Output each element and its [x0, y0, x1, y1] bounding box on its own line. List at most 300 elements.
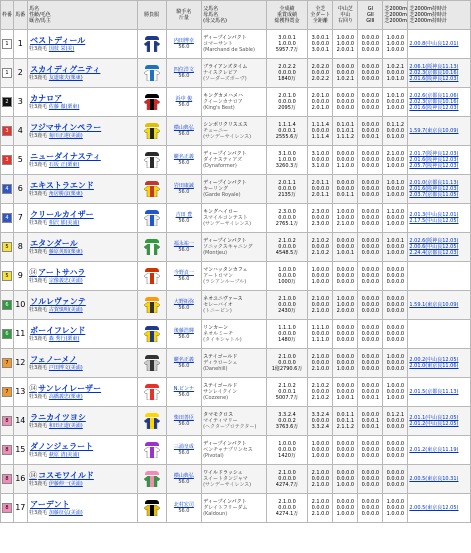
jockey-link[interactable]: 大野拓弥: [173, 299, 194, 305]
horse-sex-color: 牡3鹿毛: [29, 393, 48, 400]
graded-record: 0.0.0.0: [278, 476, 296, 482]
dist-record-1: 1.0.2.1: [386, 64, 405, 70]
g3-record: 0.0.0.0: [361, 76, 380, 82]
course-cell: [308, 465, 333, 494]
horse-sex-color: 牡3鹿毛: [29, 190, 48, 197]
g2-record: 0.0.0.0: [361, 447, 380, 453]
horse-name-link[interactable]: [29, 152, 135, 162]
graded-record: 0.0.0.0: [278, 505, 296, 511]
g1-record: 0.0.0.0: [361, 35, 380, 41]
broodmare-sire: (サンデーサイレンス): [203, 482, 252, 488]
record-cell: [266, 117, 308, 146]
horse-name-link[interactable]: [29, 471, 135, 481]
silk-shirt-icon: [143, 186, 161, 197]
waku-badge: 3: [2, 126, 12, 136]
graded-record: 1.0.0.0: [278, 157, 296, 163]
dist-record-2: 0.0.0.0: [386, 418, 405, 424]
best-time-link-3[interactable]: 2.03.7(京都良11.05): [409, 192, 459, 198]
trainer-link[interactable]: 国枝 栄(美): [48, 45, 75, 52]
silk-cell: [137, 378, 166, 407]
course-cell: [308, 291, 333, 320]
distance-cell: [383, 204, 408, 233]
jockey-weight: 56.0: [178, 392, 190, 398]
waku-badge: 5: [2, 271, 12, 281]
g3-record: 0.0.0.0: [361, 366, 380, 372]
jockey-weight: 56.0: [178, 131, 190, 137]
best-time-link[interactable]: 2.02.6(阪神良12.03): [409, 238, 459, 244]
silk-shirt-icon: [143, 302, 161, 313]
table-row: [1, 378, 471, 407]
jockey-link[interactable]: 内田博幸: [173, 38, 194, 44]
turf-record: 2.1.0.0: [311, 470, 330, 476]
best-time-link[interactable]: 2.02.6(京都良11.06): [409, 93, 459, 99]
trainer-link[interactable]: 高橋義忠(栗東): [48, 393, 83, 400]
all-distance-record: 3.0.0.1: [311, 47, 330, 53]
g2-record: 0.0.0.0: [361, 302, 380, 308]
silk-cell: [137, 291, 166, 320]
g1-record: 0.0.0.0: [361, 209, 380, 215]
best-time-link[interactable]: 1.59.7(東京良10.09): [409, 128, 459, 134]
best-time-link-3[interactable]: 2.01.6(阪神良12.03): [409, 105, 459, 111]
best-time-link-2[interactable]: 2.00.6(中山良12.05): [409, 244, 459, 250]
trainer-link[interactable]: 角居勝彦(栗東): [48, 190, 83, 197]
horse-name-link[interactable]: [29, 36, 135, 46]
table-row: [1, 320, 471, 349]
grade-cell: [358, 88, 383, 117]
venue-cell: [333, 262, 358, 291]
turf-record: 2.0.1.0: [311, 93, 330, 99]
waku-cell: [1, 88, 14, 117]
jockey-link[interactable]: N.ピンナ: [173, 386, 195, 392]
graded-record: 0.0.0.0: [278, 273, 296, 279]
trainer-link[interactable]: 森 秀行(栗東): [48, 335, 80, 342]
pedigree-cell: [202, 233, 267, 262]
best-time-link-3[interactable]: 2.24.4(京都良12.03): [409, 250, 459, 256]
horse-mark: ⑭: [29, 471, 38, 481]
silk-cell: [137, 436, 166, 465]
dist-record-2: 0.0.0.0: [386, 99, 405, 105]
horse-name: スカイディグニティ: [30, 65, 101, 75]
best-time-link[interactable]: 2.00.8(中山良12.01): [409, 41, 459, 47]
grade-cell: [358, 291, 383, 320]
horse-name: エタンダール: [30, 239, 78, 249]
total-record: 3.0.0.1: [278, 35, 296, 41]
table-row: [1, 175, 471, 204]
trainer-link[interactable]: 藤原英昭(栗東): [48, 248, 83, 255]
total-prize: 2095万: [278, 105, 296, 111]
record-cell: [266, 349, 308, 378]
waku-cell: [1, 494, 14, 523]
dist-record-3: 1.0.0.0: [386, 250, 405, 256]
dirt-record: 0.0.0.0: [311, 99, 330, 105]
horse-cell: [28, 30, 137, 59]
all-distance-record: 2.0.1.0: [311, 105, 330, 111]
horse-name-link[interactable]: [29, 355, 135, 365]
dist-record-2: 0.0.0.0: [386, 186, 405, 192]
horse-name-link[interactable]: [29, 500, 135, 510]
horse-name-link[interactable]: [29, 65, 135, 75]
dist-record-2: 0.0.0.0: [386, 244, 405, 250]
best-time-link[interactable]: 2.00.5(東京良10.31): [409, 476, 459, 482]
horse-sex-color: 牡3鹿毛: [29, 451, 48, 458]
jockey-weight: 56.0: [178, 334, 190, 340]
trainer-link[interactable]: 相沢 郁(美浦): [48, 219, 80, 226]
horse-name-link[interactable]: [29, 268, 135, 278]
trainer-link[interactable]: 菊川正達(美浦): [48, 132, 83, 139]
grade-cell: [358, 349, 383, 378]
waku-cell: [1, 30, 14, 59]
broodmare-sire: (King's Best): [203, 105, 235, 111]
g1-record: 0.0.0.0: [361, 441, 380, 447]
best-time-link-2[interactable]: 2.01.6(阪神良12.03): [409, 157, 459, 163]
jockey-link[interactable]: 蛯名正義: [173, 154, 194, 160]
waku-cell: [1, 59, 14, 88]
horse-name-link[interactable]: [29, 123, 135, 133]
all-distance-record: 2.3.0.0: [311, 221, 330, 227]
jockey-cell: [166, 88, 201, 117]
best-time-link[interactable]: 2.06.1(阪神良11.13): [409, 64, 459, 70]
horse-sub: [29, 191, 135, 197]
sire-name: タマモクロス: [203, 412, 234, 418]
broodmare-sire: (Garde Royale): [203, 192, 241, 198]
dist-record-3: 1.0.0.0: [386, 47, 405, 53]
horse-sex-color: 牡3鹿毛: [29, 277, 48, 284]
grade-cell: [358, 59, 383, 88]
total-prize: 2430万: [278, 308, 296, 314]
jockey-link[interactable]: 岩田康誠: [173, 183, 194, 189]
waku-cell: [1, 349, 14, 378]
dist-record-1: 1.0.0.0: [386, 499, 405, 505]
jockey-cell: [166, 494, 201, 523]
nakayama-record: 1.0.0.0: [336, 41, 355, 47]
best-time-link-3[interactable]: 2.05.7(阪神良12.03): [409, 163, 459, 169]
waku-badge: 7: [2, 387, 12, 397]
dirt-record: 0.0.0.0: [311, 447, 330, 453]
course-cell: [308, 175, 333, 204]
all-distance-record: 1.0.0.0: [311, 279, 330, 285]
turf-record: 1.0.0.0: [311, 441, 330, 447]
silk-cap-icon: [145, 268, 159, 272]
best-time-header: 芝2000m持時計 芝2000m持時計 芝2000m持時計: [408, 1, 471, 30]
sire-name: ディープインパクト: [203, 35, 247, 41]
jockey-link[interactable]: 蛯名正義: [173, 357, 194, 363]
right-turn-record: 1.0.2.1: [336, 76, 355, 82]
g1-record: 0.0.0.0: [361, 93, 380, 99]
turf-record: 2.1.0.2: [311, 238, 330, 244]
silk-cell: [137, 349, 166, 378]
horse-number: 10: [13, 291, 28, 320]
horse-sex-color: 牡3鹿毛: [29, 161, 48, 168]
horse-name-link[interactable]: [29, 181, 135, 191]
right-turn-record: 0.0.0.0: [336, 453, 355, 459]
horse-name: エキストラエンド: [30, 181, 94, 191]
broodmare-sire: (Danehill): [203, 366, 228, 372]
best-time-link[interactable]: 2.01.3(中山良12.01): [409, 212, 459, 218]
horse-sub: [29, 133, 135, 139]
waku-cell: [1, 407, 14, 436]
silk-cap-icon: [145, 152, 159, 156]
best-time-cell: [408, 117, 471, 146]
g1-record: 0.0.0.0: [361, 122, 380, 128]
g2-record: 0.0.0.0: [361, 360, 380, 366]
all-distance-record: 2.0.2.2: [311, 76, 330, 82]
horse-mark: ⑭: [29, 384, 38, 394]
horse-name-link[interactable]: [29, 210, 135, 220]
nakayama-turf-record: 1.0.0.0: [336, 209, 355, 215]
horse-name-link[interactable]: [29, 239, 135, 249]
jockey-cell: [166, 349, 201, 378]
horse-sex-color: 牡3鹿毛: [29, 509, 48, 516]
horse-sex-color: 牡3鹿毛: [29, 364, 48, 371]
dist-record-3: 0.0.0.0: [386, 482, 405, 488]
pedigree-cell: [202, 465, 267, 494]
waku-cell: [1, 175, 14, 204]
g2-record: 0.0.0.0: [361, 41, 380, 47]
nakayama-record: 0.0.1.1: [336, 418, 355, 424]
pedigree-cell: [202, 262, 267, 291]
nakayama-record: 0.0.0.0: [336, 157, 355, 163]
total-prize: 1420万: [278, 453, 296, 459]
grade-cell: [358, 204, 383, 233]
jockey-link[interactable]: 北村宏司: [173, 502, 194, 508]
horse-cell: [28, 291, 137, 320]
dist-record-1: 1.0.1.0: [386, 180, 405, 186]
jockey-link[interactable]: 吉田 豊: [175, 212, 193, 218]
right-turn-record: 1.1.0.0: [336, 163, 355, 169]
jockey-link[interactable]: 浜中 俊: [175, 96, 193, 102]
best-time-link[interactable]: 2.01.0(京都良11.13): [409, 180, 459, 186]
horse-name: フジマサインペラー: [30, 123, 102, 133]
horse-name-link[interactable]: [29, 442, 135, 452]
dist-record-2: 0.0.0.0: [386, 505, 405, 511]
dirt-record: 0.0.0.0: [311, 186, 330, 192]
best-time-link[interactable]: 2.01.2(東京良11.19): [409, 447, 459, 453]
horse-name-link[interactable]: [29, 384, 135, 394]
pedigree-cell: [202, 291, 267, 320]
total-prize: 3763.6万: [275, 424, 299, 430]
nakayama-record: 0.0.0.0: [336, 389, 355, 395]
dist-record-1: 1.0.0.0: [386, 354, 405, 360]
all-distance-record: 2.1.0.2: [311, 250, 330, 256]
best-time-link-2[interactable]: 2.01.6(阪神良12.03): [409, 186, 459, 192]
jockey-cell: [166, 233, 201, 262]
trainer-link[interactable]: 加藤征弘(美浦): [48, 509, 83, 516]
best-time-link[interactable]: 2.01.5(京都良11.13): [409, 389, 459, 395]
trainer-link[interactable]: 伊藤伸一(美浦): [48, 480, 83, 487]
nakayama-turf-record: 0.0.0.0: [336, 267, 355, 273]
g3-record: 0.0.0.0: [361, 453, 380, 459]
course-cell: [308, 233, 333, 262]
dist-record-2: 0.0.0.0: [386, 389, 405, 395]
dist-record-1: 2.1.0.0: [386, 151, 405, 157]
g1-record: 0.0.0.0: [361, 296, 380, 302]
horse-name-link[interactable]: [29, 326, 135, 336]
jockey-link[interactable]: 四位洋文: [173, 67, 194, 73]
best-time-link[interactable]: 1.59.1(東京良10.09): [409, 302, 459, 308]
jockey-link[interactable]: 今野貞一: [173, 270, 194, 276]
trainer-link[interactable]: 戸田博文(美浦): [48, 364, 83, 371]
jockey-link[interactable]: 後藤浩輝: [173, 328, 194, 334]
all-distance-record: 2.1.0.0: [311, 511, 330, 517]
graded-record: 0.0.0.0: [278, 70, 296, 76]
waku-cell: [1, 204, 14, 233]
graded-record: 0.0.0.0: [278, 302, 296, 308]
dirt-record: 0.0.0.0: [311, 505, 330, 511]
silk-cap-icon: [145, 355, 159, 359]
waku-badge: 8: [2, 445, 12, 455]
trainer-link[interactable]: 宗像義忠(美浦): [48, 277, 83, 284]
venue-cell: [333, 436, 358, 465]
horse-sex-color: 牡3鹿毛: [29, 480, 48, 487]
table-row: [1, 88, 471, 117]
course-cell: [308, 494, 333, 523]
horse-sex-color: 牡3鹿毛: [29, 306, 48, 313]
horse-sex-color: 牡3鹿毛: [29, 219, 48, 226]
jockey-cell: [166, 436, 201, 465]
sire-name: シンボリクリスエス: [203, 122, 248, 128]
best-time-link-2[interactable]: 2.02.3(京都良10.16): [409, 99, 459, 105]
turf-record: 1.0.0.0: [311, 267, 330, 273]
nakayama-record: 1.0.0.0: [336, 215, 355, 221]
dist-record-2: 1.0.0.0: [386, 41, 405, 47]
trainer-link[interactable]: 友道康夫(栗東): [48, 74, 83, 81]
horse-name: ニューダイナスティ: [30, 152, 101, 162]
g3-record: 0.0.0.1: [361, 395, 380, 401]
broodmare-sire: (タイキシャトル): [203, 337, 242, 343]
turf-record: 2.3.0.0: [311, 209, 330, 215]
table-row: [1, 59, 471, 88]
dist-record-2: 0.0.0.0: [386, 302, 405, 308]
nakayama-turf-record: 0.0.0.0: [336, 180, 355, 186]
g3-record: 0.0.0.0: [361, 250, 380, 256]
best-time-link-3[interactable]: 2.01.6(阪神良12.03): [409, 76, 459, 82]
jockey-cell: [166, 291, 201, 320]
silk-shirt-icon: [143, 505, 161, 516]
venue-cell: [333, 291, 358, 320]
pedigree-cell: [202, 407, 267, 436]
trainer-link[interactable]: 萩原 清(美浦): [48, 451, 80, 458]
best-time-link[interactable]: 2.00.2(中山良12.05): [409, 357, 459, 363]
broodmare-sire: (Kaldoun): [203, 511, 228, 517]
venue-cell: [333, 88, 358, 117]
jockey-cell: [166, 30, 201, 59]
trainer-link[interactable]: 佐藤 徹(栗東): [48, 103, 80, 110]
pedigree-cell: [202, 436, 267, 465]
graded-record: 0.0.0.0: [278, 215, 296, 221]
nakayama-record: 0.0.0.0: [336, 447, 355, 453]
pedigree-cell: [202, 320, 267, 349]
jockey-link[interactable]: 横山典弘: [173, 125, 194, 131]
turf-record: 2.1.0.0: [311, 354, 330, 360]
total-prize: 1億2790.6万: [271, 366, 303, 372]
dam-name: セレーバイオ: [203, 302, 233, 308]
jockey-cell: [166, 262, 201, 291]
horse-name: ソルレヴァンテ: [30, 297, 86, 307]
dist-record-2: 0.0.0.0: [386, 476, 405, 482]
dirt-record: 0.0.0.0: [311, 244, 330, 250]
record-cell: [266, 88, 308, 117]
broodmare-sire: (サンデーサイレンス): [203, 221, 252, 227]
horse-name-link[interactable]: [29, 413, 135, 423]
sire-name: ディープインパクト: [203, 441, 247, 447]
total-record: 2.1.0.0: [278, 296, 296, 302]
silk-cap-icon: [145, 326, 159, 330]
best-time-link-2[interactable]: 2.01.2(中山良12.05): [409, 421, 459, 427]
horse-number: 17: [13, 494, 28, 523]
trainer-link[interactable]: 和田正道(美浦): [48, 422, 83, 429]
dam-name: アートロマン: [203, 273, 233, 279]
venue-cell: [333, 494, 358, 523]
g2-record: 0.0.0.0: [361, 273, 380, 279]
dist-record-1: 1.0.1.0: [386, 93, 405, 99]
jockey-link[interactable]: 福永祐一: [173, 241, 194, 247]
venue-cell: [333, 378, 358, 407]
graded-record: 0.0.0.1: [278, 128, 296, 134]
waku-cell: [1, 146, 14, 175]
horse-name-link[interactable]: [29, 94, 135, 104]
total-record: 3.1.0.0: [278, 151, 296, 157]
best-time-link-2[interactable]: 2.01.0(東京良11.06): [409, 363, 459, 369]
nakayama-turf-record: 0.0.1.1: [336, 412, 355, 418]
waku-header: 枠番: [1, 1, 14, 30]
jockey-link[interactable]: 横山典弘: [173, 473, 194, 479]
jockey-weight: 56.0: [178, 73, 190, 79]
horse-name: ラニカイツヨシ: [30, 413, 86, 423]
best-time-link-2[interactable]: 2.02.3(京都良10.16): [409, 70, 459, 76]
total-prize: 1840万: [278, 76, 296, 82]
horse-number: 4: [13, 117, 28, 146]
nakayama-record: 0.1.0.1: [336, 128, 355, 134]
total-record: 1.1.1.0: [278, 325, 296, 331]
grade-cell: [358, 436, 383, 465]
trainer-link[interactable]: 石坂 正(栗東): [48, 161, 80, 168]
g3-record: 0.0.0.0: [361, 308, 380, 314]
best-time-link-2[interactable]: 2.17.5(中山良12.05): [409, 218, 459, 224]
g3-record: 0.0.0.1: [361, 134, 380, 140]
nakayama-turf-record: 0.1.0.1: [336, 122, 355, 128]
right-turn-record: 1.0.0.0: [336, 482, 355, 488]
jockey-link[interactable]: 三浦皇成: [173, 444, 194, 450]
total-prize: 2135万: [278, 192, 296, 198]
silk-shirt-icon: [143, 99, 161, 110]
pedigree-cell: [202, 204, 267, 233]
record-cell: [266, 262, 308, 291]
best-time-link[interactable]: 2.01.1(中山良12.05): [409, 415, 459, 421]
dam-name: カーリング: [203, 186, 228, 192]
best-time-link[interactable]: 2.01.7(阪神良12.03): [409, 151, 459, 157]
horse-sex-color: 牡3鹿毛: [29, 74, 48, 81]
dist-record-3: 1.0.0.0: [386, 395, 405, 401]
dist-record-1: 0.0.0.0: [386, 325, 405, 331]
horse-name-link[interactable]: [29, 297, 135, 307]
table-row: [1, 146, 471, 175]
jockey-link[interactable]: 柴田善臣: [173, 415, 194, 421]
g3-record: 0.0.0.0: [361, 192, 380, 198]
pedigree-cell: [202, 88, 267, 117]
g1-record: 0.0.0.0: [361, 64, 380, 70]
sire-name: ディープインパクト: [203, 238, 247, 244]
pedigree-cell: [202, 494, 267, 523]
graded-record: 0.0.0.0: [278, 99, 296, 105]
best-time-link[interactable]: 2.00.5(東京良12.05): [409, 505, 459, 511]
dam-name: ベンチャナプリンセス: [203, 447, 253, 453]
dam-name: クイーンカナロア: [203, 99, 243, 105]
trainer-link[interactable]: 古賀慎明(美浦): [48, 306, 83, 313]
dist-record-2: 0.0.0.0: [386, 447, 405, 453]
course-cell: [308, 349, 333, 378]
horse-sex-color: 牡3鹿毛: [29, 248, 48, 255]
dist-record-3: 0.0.0.0: [386, 424, 405, 430]
